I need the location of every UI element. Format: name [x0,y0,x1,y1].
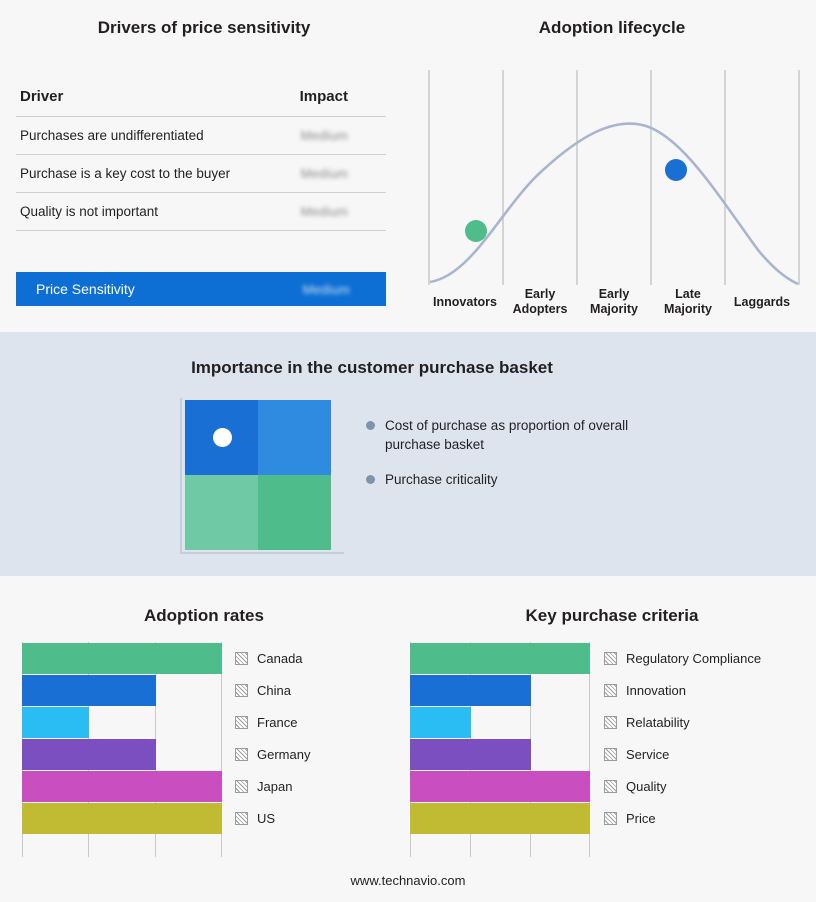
legend-item-innovation [604,674,761,706]
bar-canada [22,643,222,674]
legend-label: Price [626,810,656,826]
lifecycle-panel [408,0,816,332]
hatch-swatch-icon [604,748,617,761]
legend-label: Purchase criticality [385,472,498,487]
bar-row [22,770,222,802]
bar-row [410,770,590,802]
legend-label: France [257,714,298,730]
bar-row [22,738,222,770]
legend-label: Regulatory Compliance [626,650,762,666]
footer-url: www.technavio.com [350,873,466,888]
bar-germany [22,739,156,770]
legend-item-us [235,802,310,834]
matrix-quadrant-top-right [258,400,331,475]
matrix-position-marker [213,428,232,447]
table-header-row [16,88,386,117]
hatch-swatch-icon [604,684,617,697]
hatch-swatch-icon [235,748,248,761]
legend-label: Quality [626,778,667,794]
lifecycle-stage-labels [428,285,800,327]
stage-label-early-majority: Early Majority [590,287,638,316]
legend-label: Japan [257,778,293,794]
driver-impact [276,193,386,231]
drivers-title: Drivers of price sensitivity [97,18,311,37]
impact-value: Medium [300,204,348,219]
bar-row [410,706,590,738]
marker-late-majority [665,159,687,181]
bar-row [22,706,222,738]
driver-name: Purchases are undifferentiated [16,117,276,155]
purchase-basket-matrix [180,398,330,554]
stage-label-laggards: Laggards [733,295,791,309]
criteria-title: Key purchase criteria [525,606,699,625]
marker-innovators [465,220,487,242]
hatch-swatch-icon [604,780,617,793]
drivers-panel [0,0,408,332]
legend-label: Cost of purchase as proportion of overall purchase basket [385,418,629,452]
legend-item-canada [235,642,310,674]
lifecycle-chart [428,70,800,285]
driver-name: Purchase is a key cost to the buyer [16,155,276,193]
bar-japan [22,771,222,802]
adoption-legend [235,642,310,834]
impact-value: Medium [300,128,348,143]
hatch-swatch-icon [235,684,248,697]
legend-item-germany [235,738,310,770]
driver-impact [276,155,386,193]
matrix-x-axis [180,552,344,554]
bar-france [22,707,89,738]
basket-band [0,332,816,576]
legend-item-regulatory-compliance [604,642,761,674]
legend-label: Germany [257,746,311,762]
bar-service [410,739,531,770]
matrix-y-axis [180,398,182,554]
bar-china [22,675,156,706]
bar-row [22,674,222,706]
bar-row [410,738,590,770]
hatch-swatch-icon [235,652,248,665]
bar-quality [410,771,590,802]
legend-item-quality [604,770,761,802]
lifecycle-title: Adoption lifecycle [538,18,686,37]
legend-item-china [235,674,310,706]
legend-item-price [604,802,761,834]
matrix-quadrant-bottom-left [185,475,258,550]
bar-row [410,674,590,706]
legend-label: Service [626,746,670,762]
column-header-driver: Driver [16,88,276,117]
bullet-icon [366,475,375,484]
hatch-swatch-icon [604,716,617,729]
legend-item [366,470,666,489]
stage-label-innovators: Innovators [433,295,497,309]
table-row [16,155,386,193]
table-row [16,117,386,155]
legend-item [366,416,666,454]
driver-name: Quality is not important [16,193,276,231]
column-header-impact: Impact [276,88,386,117]
legend-label: US [257,810,276,826]
driver-impact [276,117,386,155]
legend-label: Canada [257,650,303,666]
adoption-rates-title: Adoption rates [144,606,264,625]
legend-item-japan [235,770,310,802]
criteria-bars [410,642,590,857]
hatch-swatch-icon [604,812,617,825]
impact-value: Medium [300,166,348,181]
hatch-swatch-icon [235,780,248,793]
legend-label: China [257,682,291,698]
price-sensitivity-label: Price Sensitivity [36,281,135,297]
bar-row [22,642,222,674]
drivers-table [16,88,386,231]
bar-innovation [410,675,531,706]
bullet-icon [366,421,375,430]
bar-row [22,802,222,834]
legend-item-france [235,706,310,738]
bar-relatability [410,707,471,738]
stage-label-late-majority: Late Majority [664,287,712,316]
bar-us [22,803,222,834]
stage-label-early-adopters: Early Adopters [512,287,568,316]
basket-title: Importance in the customer purchase basket [191,358,553,377]
key-purchase-criteria-panel [408,576,816,902]
legend-item-relatability [604,706,761,738]
criteria-legend [604,642,761,834]
legend-label: Relatability [626,714,690,730]
basket-legend [366,416,666,505]
bar-row [410,642,590,674]
matrix-quadrant-bottom-right [258,475,331,550]
bar-regulatory-compliance [410,643,590,674]
table-row [16,193,386,231]
hatch-swatch-icon [235,812,248,825]
hatch-swatch-icon [604,652,617,665]
adoption-rates-panel [0,576,408,902]
legend-item-service [604,738,761,770]
price-sensitivity-summary [16,272,386,306]
adoption-bars [22,642,222,857]
bar-row [410,802,590,834]
bar-price [410,803,590,834]
price-sensitivity-value: Medium [302,281,350,297]
legend-label: Innovation [626,682,686,698]
hatch-swatch-icon [235,716,248,729]
